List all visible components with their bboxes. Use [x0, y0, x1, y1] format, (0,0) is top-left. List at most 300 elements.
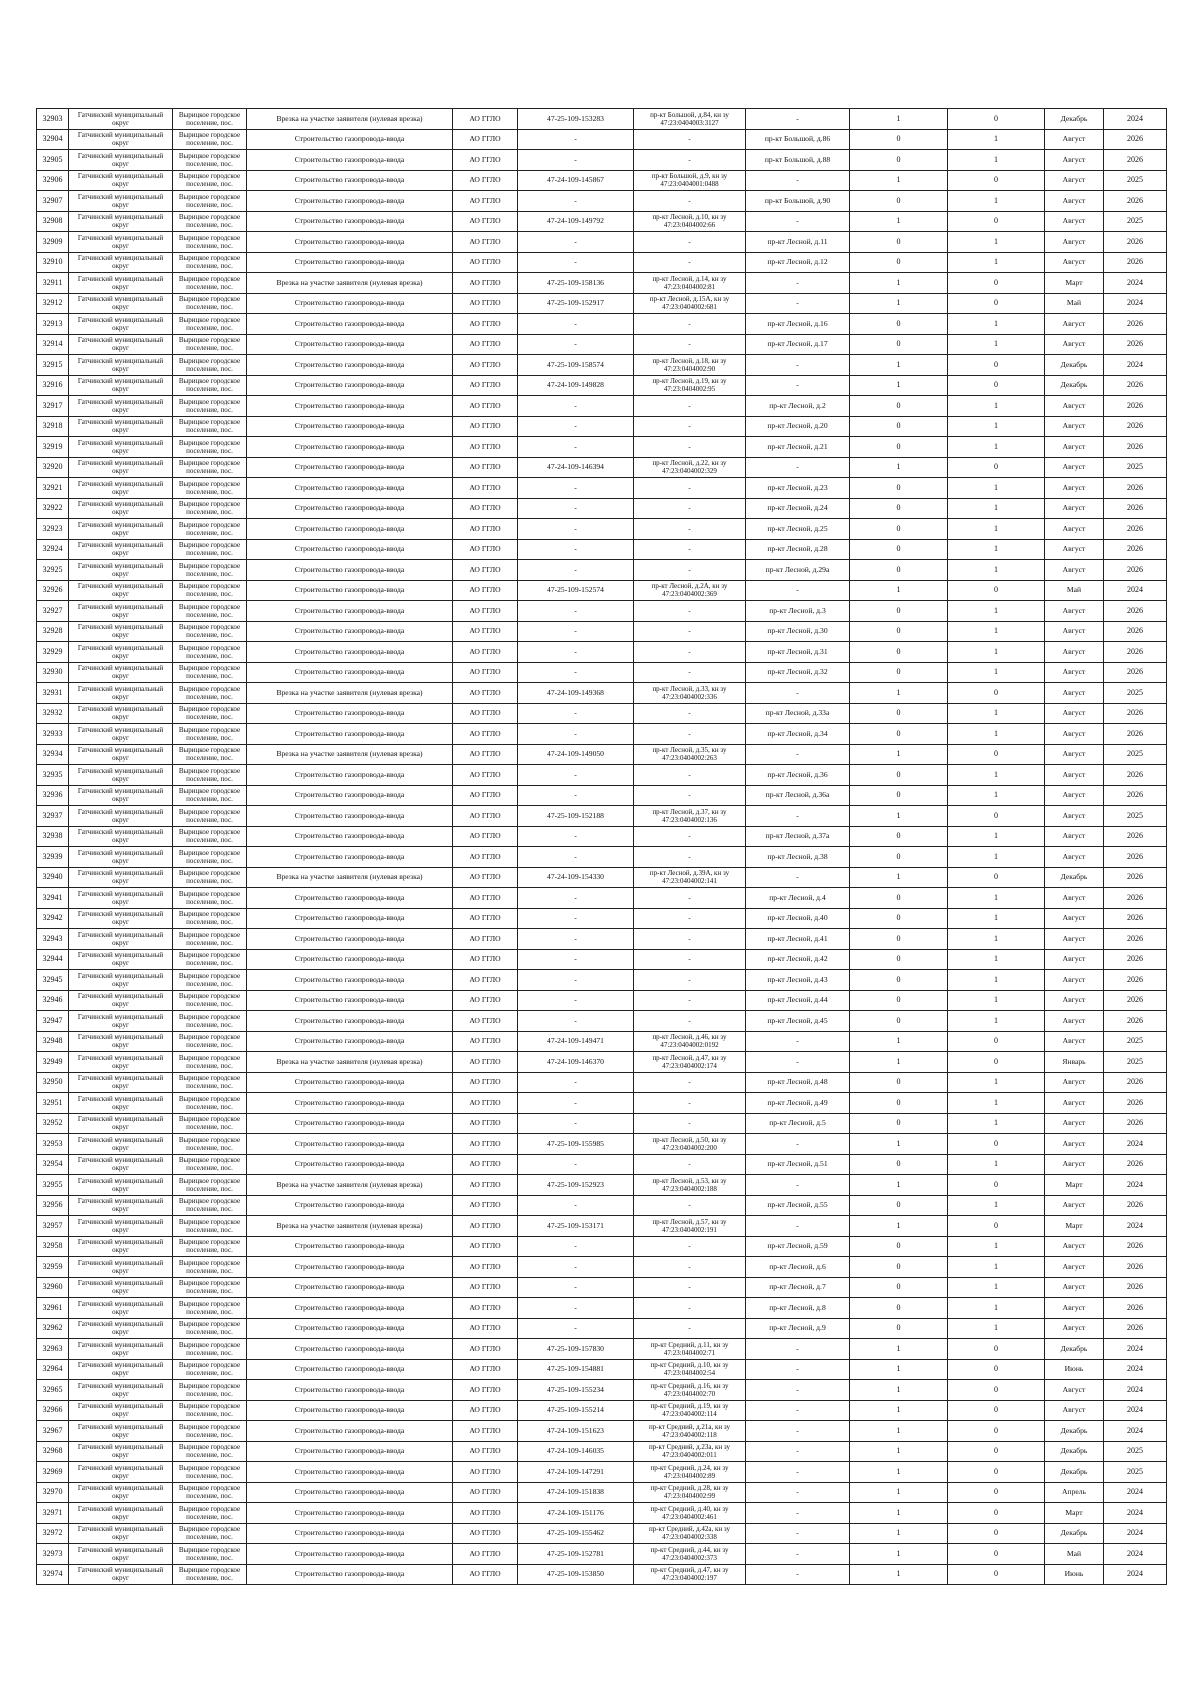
organization-cell: АО ГГЛО	[453, 826, 518, 847]
organization-cell: АО ГГЛО	[453, 806, 518, 827]
planned-address-cell: пр-кт Лесной, д.25	[746, 519, 850, 540]
organization-cell: АО ГГЛО	[453, 252, 518, 273]
flag-a-cell: 0	[850, 252, 948, 273]
settlement-cell: Вырицкое городское поселение, пос.	[173, 642, 247, 663]
table-row	[37, 1421, 1167, 1442]
planned-address-cell: -	[746, 1503, 850, 1524]
row-number: 32926	[37, 580, 69, 601]
settlement-cell: Вырицкое городское поселение, пос.	[173, 396, 247, 417]
row-number: 32960	[37, 1277, 69, 1298]
row-number: 32949	[37, 1052, 69, 1073]
year-cell: 2026	[1104, 191, 1167, 212]
month-cell: Август	[1045, 642, 1104, 663]
application-number-cell: -	[518, 1298, 634, 1319]
organization-cell: АО ГГЛО	[453, 1216, 518, 1237]
application-number-cell: 47-25-109-158574	[518, 355, 634, 376]
row-number: 32964	[37, 1359, 69, 1380]
row-number: 32912	[37, 293, 69, 314]
table-row	[37, 1482, 1167, 1503]
year-cell: 2024	[1104, 109, 1167, 130]
settlement-cell: Вырицкое городское поселение, пос.	[173, 273, 247, 294]
settlement-cell: Вырицкое городское поселение, пос.	[173, 621, 247, 642]
address-cadastral-cell: -	[634, 498, 746, 519]
application-number-cell: -	[518, 252, 634, 273]
flag-a-cell: 0	[850, 847, 948, 868]
settlement-cell: Вырицкое городское поселение, пос.	[173, 1523, 247, 1544]
settlement-cell: Вырицкое городское поселение, пос.	[173, 1052, 247, 1073]
flag-b-cell: 0	[948, 1544, 1045, 1565]
application-number-cell: -	[518, 1011, 634, 1032]
work-type-cell: Врезка на участке заявителя (нулевая врезка)	[247, 273, 453, 294]
month-cell: Март	[1045, 273, 1104, 294]
organization-cell: АО ГГЛО	[453, 867, 518, 888]
address-cadastral-cell: -	[634, 314, 746, 335]
row-number: 32967	[37, 1421, 69, 1442]
work-type-cell: Строительство газопровода-ввода	[247, 191, 453, 212]
month-cell: Декабрь	[1045, 867, 1104, 888]
row-number: 32941	[37, 888, 69, 909]
row-number: 32908	[37, 211, 69, 232]
row-number: 32946	[37, 990, 69, 1011]
year-cell: 2026	[1104, 826, 1167, 847]
settlement-cell: Вырицкое городское поселение, пос.	[173, 252, 247, 273]
application-number-cell: 47-24-109-147291	[518, 1462, 634, 1483]
work-type-cell: Строительство газопровода-ввода	[247, 1298, 453, 1319]
month-cell: Август	[1045, 744, 1104, 765]
address-cadastral-cell: пр-кт Лесной, д.50, кн зу 47:23:0404002:200	[634, 1134, 746, 1155]
flag-a-cell: 0	[850, 990, 948, 1011]
application-number-cell: -	[518, 847, 634, 868]
table-row	[37, 1072, 1167, 1093]
table-row	[37, 703, 1167, 724]
organization-cell: АО ГГЛО	[453, 1195, 518, 1216]
table-row	[37, 683, 1167, 704]
flag-a-cell: 1	[850, 1052, 948, 1073]
flag-a-cell: 0	[850, 1011, 948, 1032]
flag-b-cell: 1	[948, 908, 1045, 929]
row-number: 32971	[37, 1503, 69, 1524]
flag-a-cell: 1	[850, 1523, 948, 1544]
address-cadastral-cell: -	[634, 949, 746, 970]
row-number: 32927	[37, 601, 69, 622]
flag-a-cell: 1	[850, 1175, 948, 1196]
work-type-cell: Строительство газопровода-ввода	[247, 498, 453, 519]
flag-b-cell: 1	[948, 150, 1045, 171]
month-cell: Апрель	[1045, 1482, 1104, 1503]
flag-a-cell: 1	[850, 170, 948, 191]
planned-address-cell: -	[746, 457, 850, 478]
planned-address-cell: пр-кт Большой, д.86	[746, 129, 850, 150]
year-cell: 2026	[1104, 621, 1167, 642]
address-cadastral-cell: -	[634, 1113, 746, 1134]
settlement-cell: Вырицкое городское поселение, пос.	[173, 1113, 247, 1134]
settlement-cell: Вырицкое городское поселение, пос.	[173, 211, 247, 232]
planned-address-cell: пр-кт Лесной, д.31	[746, 642, 850, 663]
month-cell: Август	[1045, 662, 1104, 683]
year-cell: 2024	[1104, 1503, 1167, 1524]
row-number: 32942	[37, 908, 69, 929]
row-number: 32923	[37, 519, 69, 540]
planned-address-cell: пр-кт Лесной, д.3	[746, 601, 850, 622]
planned-address-cell: пр-кт Лесной, д.36	[746, 765, 850, 786]
flag-b-cell: 1	[948, 560, 1045, 581]
month-cell: Март	[1045, 1216, 1104, 1237]
table-row	[37, 1154, 1167, 1175]
planned-address-cell: пр-кт Лесной, д.43	[746, 970, 850, 991]
table-row	[37, 1298, 1167, 1319]
table-row	[37, 416, 1167, 437]
work-type-cell: Врезка на участке заявителя (нулевая врезка)	[247, 1216, 453, 1237]
organization-cell: АО ГГЛО	[453, 847, 518, 868]
district-cell: Гатчинский муниципальный округ	[69, 150, 173, 171]
organization-cell: АО ГГЛО	[453, 683, 518, 704]
work-type-cell: Строительство газопровода-ввода	[247, 1257, 453, 1278]
year-cell: 2025	[1104, 1462, 1167, 1483]
district-cell: Гатчинский муниципальный округ	[69, 1052, 173, 1073]
planned-address-cell: -	[746, 1441, 850, 1462]
row-number: 32952	[37, 1113, 69, 1134]
district-cell: Гатчинский муниципальный округ	[69, 1113, 173, 1134]
planned-address-cell: пр-кт Лесной, д.51	[746, 1154, 850, 1175]
organization-cell: АО ГГЛО	[453, 724, 518, 745]
address-cadastral-cell: пр-кт Лесной, д.19, кн зу 47:23:0404002:95	[634, 375, 746, 396]
table-row	[37, 867, 1167, 888]
planned-address-cell: пр-кт Лесной, д.12	[746, 252, 850, 273]
month-cell: Август	[1045, 478, 1104, 499]
flag-a-cell: 1	[850, 1339, 948, 1360]
application-number-cell: -	[518, 1113, 634, 1134]
planned-address-cell: пр-кт Лесной, д.8	[746, 1298, 850, 1319]
flag-a-cell: 0	[850, 621, 948, 642]
flag-b-cell: 1	[948, 1298, 1045, 1319]
planned-address-cell: пр-кт Лесной, д.4	[746, 888, 850, 909]
flag-a-cell: 1	[850, 1359, 948, 1380]
address-cadastral-cell: пр-кт Лесной, д.14, кн зу 47:23:0404002:81	[634, 273, 746, 294]
address-cadastral-cell: пр-кт Лесной, д.37, кн зу 47:23:0404002:136	[634, 806, 746, 827]
work-type-cell: Строительство газопровода-ввода	[247, 1523, 453, 1544]
district-cell: Гатчинский муниципальный округ	[69, 437, 173, 458]
month-cell: Август	[1045, 498, 1104, 519]
work-type-cell: Врезка на участке заявителя (нулевая врезка)	[247, 1175, 453, 1196]
month-cell: Август	[1045, 888, 1104, 909]
table-row	[37, 1339, 1167, 1360]
flag-a-cell: 0	[850, 1113, 948, 1134]
work-type-cell: Строительство газопровода-ввода	[247, 908, 453, 929]
work-type-cell: Строительство газопровода-ввода	[247, 1421, 453, 1442]
application-number-cell: 47-24-109-149050	[518, 744, 634, 765]
flag-a-cell: 1	[850, 1134, 948, 1155]
planned-address-cell: пр-кт Лесной, д.7	[746, 1277, 850, 1298]
work-type-cell: Врезка на участке заявителя (нулевая врезка)	[247, 1052, 453, 1073]
address-cadastral-cell: -	[634, 396, 746, 417]
organization-cell: АО ГГЛО	[453, 970, 518, 991]
flag-b-cell: 1	[948, 129, 1045, 150]
application-number-cell: 47-25-109-153171	[518, 1216, 634, 1237]
row-number: 32906	[37, 170, 69, 191]
district-cell: Гатчинский муниципальный округ	[69, 601, 173, 622]
work-type-cell: Строительство газопровода-ввода	[247, 929, 453, 950]
flag-a-cell: 0	[850, 478, 948, 499]
application-number-cell: -	[518, 1257, 634, 1278]
address-cadastral-cell: -	[634, 1236, 746, 1257]
application-number-cell: -	[518, 416, 634, 437]
organization-cell: АО ГГЛО	[453, 1277, 518, 1298]
table-row	[37, 314, 1167, 335]
flag-a-cell: 0	[850, 1195, 948, 1216]
district-cell: Гатчинский муниципальный округ	[69, 1298, 173, 1319]
district-cell: Гатчинский муниципальный округ	[69, 191, 173, 212]
month-cell: Август	[1045, 683, 1104, 704]
address-cadastral-cell: -	[634, 1277, 746, 1298]
flag-b-cell: 0	[948, 1216, 1045, 1237]
work-type-cell: Строительство газопровода-ввода	[247, 519, 453, 540]
planned-address-cell: пр-кт Лесной, д.37а	[746, 826, 850, 847]
row-number: 32934	[37, 744, 69, 765]
settlement-cell: Вырицкое городское поселение, пос.	[173, 293, 247, 314]
flag-b-cell: 0	[948, 1031, 1045, 1052]
flag-a-cell: 1	[850, 683, 948, 704]
row-number: 32910	[37, 252, 69, 273]
month-cell: Август	[1045, 990, 1104, 1011]
address-cadastral-cell: -	[634, 826, 746, 847]
application-number-cell: -	[518, 437, 634, 458]
organization-cell: АО ГГЛО	[453, 1462, 518, 1483]
district-cell: Гатчинский муниципальный округ	[69, 580, 173, 601]
address-cadastral-cell: пр-кт Средний, д.28, кн зу 47:23:0404002:99	[634, 1482, 746, 1503]
settlement-cell: Вырицкое городское поселение, пос.	[173, 1339, 247, 1360]
flag-a-cell: 1	[850, 293, 948, 314]
work-type-cell: Врезка на участке заявителя (нулевая врезка)	[247, 744, 453, 765]
planned-address-cell: -	[746, 1421, 850, 1442]
row-number: 32904	[37, 129, 69, 150]
flag-a-cell: 0	[850, 1072, 948, 1093]
month-cell: Август	[1045, 1277, 1104, 1298]
flag-b-cell: 0	[948, 1564, 1045, 1585]
table-row	[37, 847, 1167, 868]
flag-a-cell: 0	[850, 519, 948, 540]
flag-b-cell: 0	[948, 1421, 1045, 1442]
flag-a-cell: 1	[850, 273, 948, 294]
organization-cell: АО ГГЛО	[453, 908, 518, 929]
year-cell: 2026	[1104, 396, 1167, 417]
table-row	[37, 1011, 1167, 1032]
table-row	[37, 478, 1167, 499]
year-cell: 2026	[1104, 1011, 1167, 1032]
address-cadastral-cell: пр-кт Средний, д.21а, кн зу 47:23:0404002:118	[634, 1421, 746, 1442]
address-cadastral-cell: пр-кт Средний, д.47, кн зу 47:23:0404002:197	[634, 1564, 746, 1585]
address-cadastral-cell: -	[634, 765, 746, 786]
month-cell: Август	[1045, 232, 1104, 253]
district-cell: Гатчинский муниципальный округ	[69, 539, 173, 560]
settlement-cell: Вырицкое городское поселение, пос.	[173, 826, 247, 847]
district-cell: Гатчинский муниципальный округ	[69, 1257, 173, 1278]
flag-b-cell: 0	[948, 211, 1045, 232]
work-type-cell: Врезка на участке заявителя (нулевая врезка)	[247, 683, 453, 704]
application-number-cell: 47-24-109-149792	[518, 211, 634, 232]
organization-cell: АО ГГЛО	[453, 703, 518, 724]
month-cell: Август	[1045, 211, 1104, 232]
settlement-cell: Вырицкое городское поселение, пос.	[173, 129, 247, 150]
flag-b-cell: 0	[948, 1503, 1045, 1524]
flag-a-cell: 0	[850, 437, 948, 458]
row-number: 32950	[37, 1072, 69, 1093]
month-cell: Август	[1045, 1400, 1104, 1421]
work-type-cell: Строительство газопровода-ввода	[247, 765, 453, 786]
address-cadastral-cell: пр-кт Средний, д.19, кн зу 47:23:0404002:114	[634, 1400, 746, 1421]
row-number: 32974	[37, 1564, 69, 1585]
district-cell: Гатчинский муниципальный округ	[69, 970, 173, 991]
table-row	[37, 498, 1167, 519]
planned-address-cell: пр-кт Лесной, д.16	[746, 314, 850, 335]
year-cell: 2024	[1104, 1134, 1167, 1155]
year-cell: 2026	[1104, 888, 1167, 909]
row-number: 32963	[37, 1339, 69, 1360]
year-cell: 2025	[1104, 211, 1167, 232]
planned-address-cell: пр-кт Лесной, д.42	[746, 949, 850, 970]
address-cadastral-cell: пр-кт Средний, д.16, кн зу 47:23:0404002:70	[634, 1380, 746, 1401]
settlement-cell: Вырицкое городское поселение, пос.	[173, 1359, 247, 1380]
year-cell: 2024	[1104, 580, 1167, 601]
year-cell: 2024	[1104, 1216, 1167, 1237]
planned-address-cell: пр-кт Лесной, д.17	[746, 334, 850, 355]
planned-address-cell: пр-кт Лесной, д.6	[746, 1257, 850, 1278]
district-cell: Гатчинский муниципальный округ	[69, 1277, 173, 1298]
flag-a-cell: 0	[850, 1318, 948, 1339]
table-body	[37, 109, 1167, 1585]
work-type-cell: Строительство газопровода-ввода	[247, 457, 453, 478]
address-cadastral-cell: -	[634, 1093, 746, 1114]
month-cell: Август	[1045, 826, 1104, 847]
row-number: 32933	[37, 724, 69, 745]
district-cell: Гатчинский муниципальный округ	[69, 1011, 173, 1032]
work-type-cell: Строительство газопровода-ввода	[247, 1380, 453, 1401]
table-row	[37, 888, 1167, 909]
table-row	[37, 437, 1167, 458]
month-cell: Август	[1045, 1195, 1104, 1216]
row-number: 32907	[37, 191, 69, 212]
planned-address-cell: пр-кт Лесной, д.49	[746, 1093, 850, 1114]
application-number-cell: 47-25-109-152923	[518, 1175, 634, 1196]
planned-address-cell: -	[746, 211, 850, 232]
flag-b-cell: 1	[948, 703, 1045, 724]
work-type-cell: Строительство газопровода-ввода	[247, 662, 453, 683]
month-cell: Август	[1045, 1113, 1104, 1134]
flag-a-cell: 0	[850, 1154, 948, 1175]
flag-a-cell: 0	[850, 724, 948, 745]
table-row	[37, 1400, 1167, 1421]
year-cell: 2026	[1104, 129, 1167, 150]
address-cadastral-cell: -	[634, 232, 746, 253]
settlement-cell: Вырицкое городское поселение, пос.	[173, 1462, 247, 1483]
settlement-cell: Вырицкое городское поселение, пос.	[173, 1236, 247, 1257]
year-cell: 2024	[1104, 1482, 1167, 1503]
flag-b-cell: 0	[948, 375, 1045, 396]
table-row	[37, 785, 1167, 806]
district-cell: Гатчинский муниципальный округ	[69, 1195, 173, 1216]
district-cell: Гатчинский муниципальный округ	[69, 519, 173, 540]
month-cell: Март	[1045, 1175, 1104, 1196]
table-row	[37, 273, 1167, 294]
table-row	[37, 334, 1167, 355]
district-cell: Гатчинский муниципальный округ	[69, 334, 173, 355]
row-number: 32911	[37, 273, 69, 294]
address-cadastral-cell: -	[634, 785, 746, 806]
planned-address-cell: -	[746, 273, 850, 294]
table-row	[37, 1236, 1167, 1257]
flag-a-cell: 0	[850, 642, 948, 663]
address-cadastral-cell: -	[634, 703, 746, 724]
settlement-cell: Вырицкое городское поселение, пос.	[173, 109, 247, 130]
year-cell: 2026	[1104, 1318, 1167, 1339]
address-cadastral-cell: -	[634, 1154, 746, 1175]
year-cell: 2026	[1104, 1277, 1167, 1298]
flag-b-cell: 1	[948, 785, 1045, 806]
application-number-cell: -	[518, 1154, 634, 1175]
table-row	[37, 826, 1167, 847]
row-number: 32932	[37, 703, 69, 724]
flag-a-cell: 0	[850, 1277, 948, 1298]
year-cell: 2026	[1104, 375, 1167, 396]
row-number: 32965	[37, 1380, 69, 1401]
month-cell: Август	[1045, 703, 1104, 724]
year-cell: 2024	[1104, 1400, 1167, 1421]
year-cell: 2026	[1104, 416, 1167, 437]
settlement-cell: Вырицкое городское поселение, пос.	[173, 744, 247, 765]
district-cell: Гатчинский муниципальный округ	[69, 1031, 173, 1052]
row-number: 32968	[37, 1441, 69, 1462]
month-cell: Август	[1045, 416, 1104, 437]
flag-b-cell: 1	[948, 724, 1045, 745]
flag-a-cell: 1	[850, 1380, 948, 1401]
application-number-cell: 47-24-109-149471	[518, 1031, 634, 1052]
settlement-cell: Вырицкое городское поселение, пос.	[173, 1482, 247, 1503]
organization-cell: АО ГГЛО	[453, 929, 518, 950]
flag-a-cell: 1	[850, 1503, 948, 1524]
work-type-cell: Строительство газопровода-ввода	[247, 1462, 453, 1483]
year-cell: 2025	[1104, 683, 1167, 704]
flag-a-cell: 1	[850, 1216, 948, 1237]
application-number-cell: -	[518, 888, 634, 909]
organization-cell: АО ГГЛО	[453, 457, 518, 478]
month-cell: Август	[1045, 929, 1104, 950]
year-cell: 2024	[1104, 1380, 1167, 1401]
flag-b-cell: 1	[948, 416, 1045, 437]
year-cell: 2024	[1104, 1421, 1167, 1442]
flag-b-cell: 1	[948, 396, 1045, 417]
table-row	[37, 129, 1167, 150]
flag-a-cell: 0	[850, 703, 948, 724]
month-cell: Август	[1045, 1011, 1104, 1032]
flag-b-cell: 0	[948, 580, 1045, 601]
settlement-cell: Вырицкое городское поселение, пос.	[173, 1503, 247, 1524]
row-number: 32929	[37, 642, 69, 663]
flag-b-cell: 1	[948, 847, 1045, 868]
flag-a-cell: 1	[850, 457, 948, 478]
month-cell: Июнь	[1045, 1564, 1104, 1585]
organization-cell: АО ГГЛО	[453, 785, 518, 806]
planned-address-cell: -	[746, 1339, 850, 1360]
organization-cell: АО ГГЛО	[453, 416, 518, 437]
row-number: 32947	[37, 1011, 69, 1032]
application-number-cell: -	[518, 560, 634, 581]
organization-cell: АО ГГЛО	[453, 1257, 518, 1278]
district-cell: Гатчинский муниципальный округ	[69, 1134, 173, 1155]
row-number: 32940	[37, 867, 69, 888]
address-cadastral-cell: пр-кт Лесной, д.35, кн зу 47:23:0404002:263	[634, 744, 746, 765]
planned-address-cell: -	[746, 1482, 850, 1503]
row-number: 32917	[37, 396, 69, 417]
district-cell: Гатчинский муниципальный округ	[69, 724, 173, 745]
